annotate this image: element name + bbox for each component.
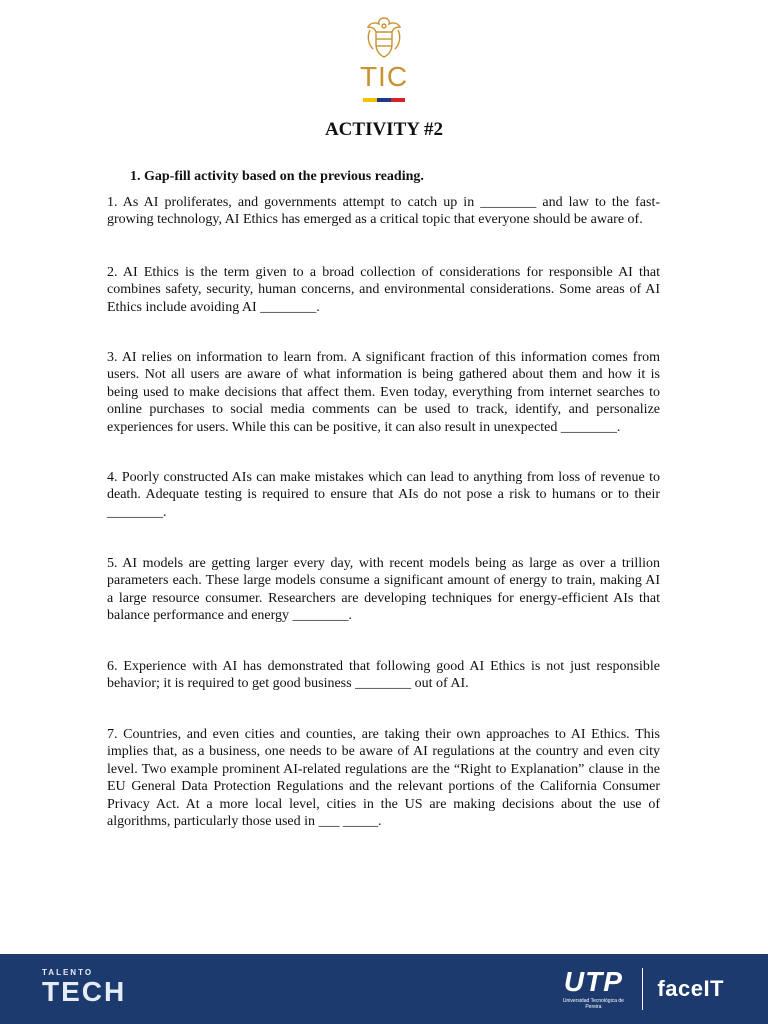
- partner-logos: [558, 964, 724, 1014]
- document-footer: [0, 954, 768, 1024]
- question-7: 7. Countries, and even cities and counties, are taking their own approaches to AI Ethics. This implies that, as a business, one needs to be aware of AI regulations at the country and even city level. Two example prominent AI-related regulations are the “Right to Explanation” clause in the EU General Data Protection Regulations and the relevant portions of the California Consumer Privacy Act. At a more local level, cities in the US are making decisions about the use of algorithms, particularly those used in ___ _____.: [107, 727, 660, 830]
- talento-tech-logo: [42, 968, 126, 1006]
- utp-logo: [558, 968, 628, 1010]
- logo-divider: [642, 968, 643, 1010]
- tech-label: TECH: [42, 976, 127, 1007]
- activity-instruction: 1. Gap-fill activity based on the previous reading.: [130, 169, 424, 184]
- activity-title: ACTIVITY #2: [324, 119, 444, 140]
- coat-of-arms-icon: [362, 14, 406, 60]
- question-5: 5. AI models are getting larger every day, with recent models being as large as over a trillion parameters each. These large models consume a significant amount of energy to train, making AI a large resource consumer. Researchers are developing techniques for energy-efficient AIs that balance performance and energy ________.: [107, 556, 660, 624]
- question-2: 2. AI Ethics is the term given to a broad collection of considerations for responsible AI that combines safety, security, human concerns, and environmental considerations. Some areas of AI Ethics include avoiding AI ________.: [107, 265, 660, 315]
- question-6: 6. Experience with AI has demonstrated that following good AI Ethics is not just responsible behavior; it is required to get good business ________ out of AI.: [107, 659, 660, 692]
- question-4: 4. Poorly constructed AIs can make mistakes which can lead to anything from loss of revenue to death. Adequate testing is required to ensure that AIs do not pose a risk to humans or to their ________.: [107, 470, 660, 520]
- question-3: 3. AI relies on information to learn from. A significant fraction of this information comes from users. Not all users are aware of what information is being gathered about them and how it is being used to make decisions that affect them. Even today, everything from internet searches to online purchases to social media comments can be used to track, identify, and personalize experiences for users. While this can be positive, it can also result in unexpected ________.: [107, 350, 660, 435]
- question-1: 1. As AI proliferates, and governments attempt to catch up in ________ and law to the fast-growing technology, AI Ethics has emerged as a critical topic that everyone should be aware of.: [107, 195, 660, 228]
- colombia-flag-bar: [363, 98, 405, 102]
- utp-subtitle: Universidad Tecnológica de Pereira: [562, 998, 624, 1010]
- tic-logo-text: TIC: [359, 61, 409, 92]
- utp-label: UTP: [563, 966, 623, 997]
- document-header: [0, 14, 768, 102]
- faceit-logo: faceIT: [657, 976, 724, 1001]
- talento-label: TALENTO: [42, 968, 94, 977]
